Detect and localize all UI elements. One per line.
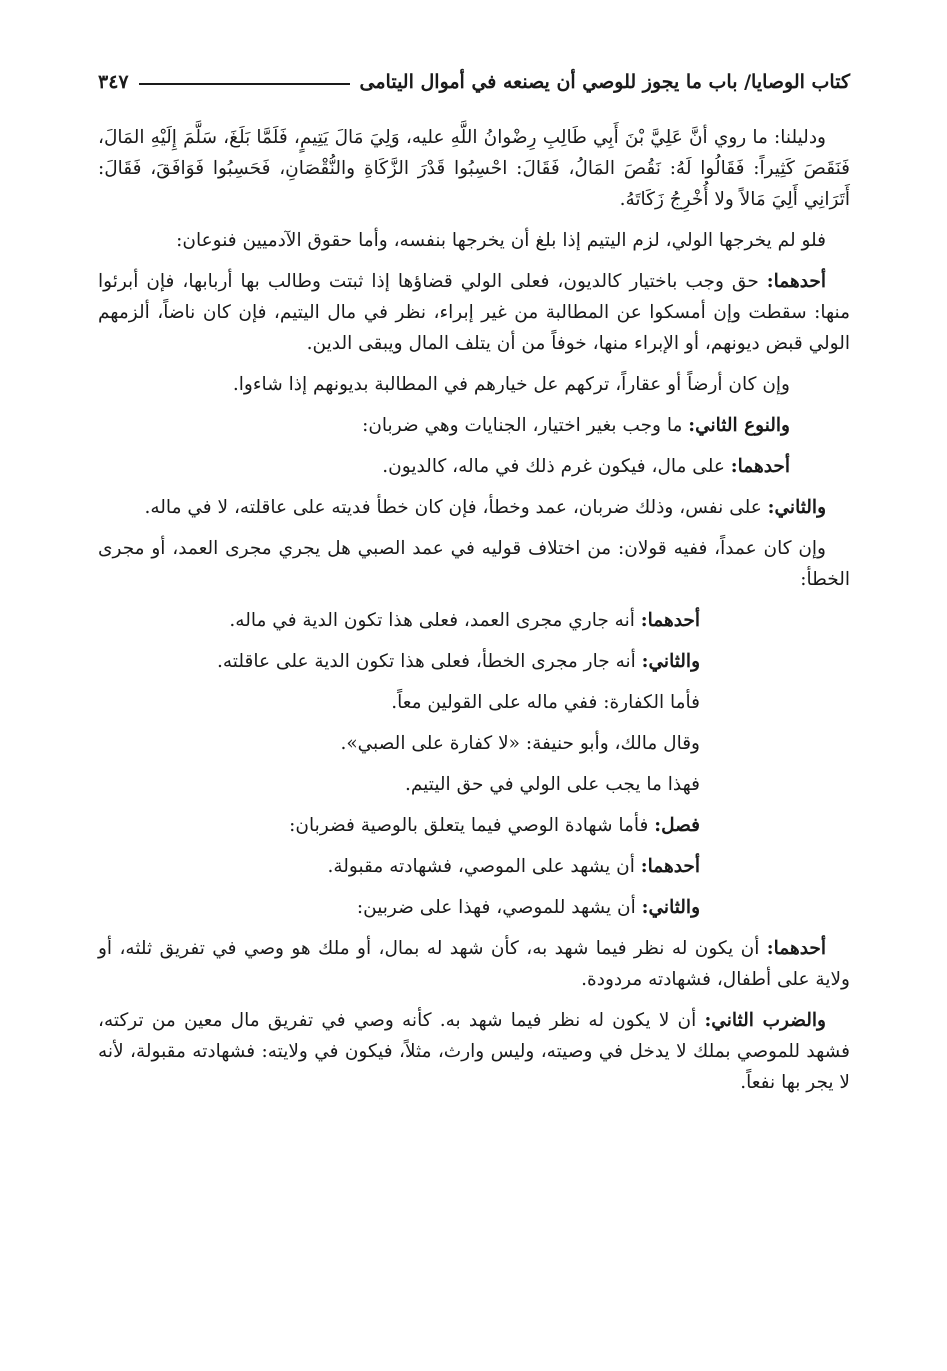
paragraph: أحدهما: على مال، فيكون غرم ذلك في ماله، كالديون.	[382, 456, 790, 477]
paragraph: وإن كان عمداً، ففيه قولان: من اختلاف قوليه في عمد الصبي هل يجري مجرى العمد، أو مجرى الخطأ:	[98, 538, 850, 590]
paragraph: فهذا ما يجب على الولي في حق اليتيم.	[404, 774, 700, 795]
paragraph: والنوع الثاني: ما وجب بغير اختيار، الجنايات وهي ضربان:	[362, 415, 790, 436]
paragraph: وقال مالك، وأبو حنيفة: «لا كفارة على الصبي».	[340, 733, 700, 754]
paragraph: فأما الكفارة: ففي ماله على القولين معاً.	[391, 692, 700, 713]
paragraph: والثاني: أن يشهد للموصي، فهذا على ضربين:	[356, 897, 700, 918]
paragraph: فصل: فأما شهادة الوصي فيما يتعلق بالوصية فضربان:	[289, 815, 700, 836]
paragraph: وإن كان أرضاً أو عقاراً، تركهم عل خيارهم في المطالبة بديونهم إذا شاءوا.	[232, 374, 790, 395]
paragraph: فلو لم يخرجها الولي، لزم اليتيم إذا بلغ أن يخرجها بنفسه، وأما حقوق الآدميين فنوعان:	[176, 230, 826, 251]
paragraph: أحدهما: أنه جاري مجرى العمد، فعلى هذا تكون الدية في ماله.	[229, 610, 700, 631]
header-title: كتاب الوصايا/ باب ما يجوز للوصي أن يصنعه في أموال اليتامى	[359, 71, 850, 93]
paragraph: والضرب الثاني: أن لا يكون له نظر فيما شهد به. كأنه وصي في تفريق مال معين من تركته، فشهد للموصي بملك لا يدخل في وصيته، وليس وارث، مثلاً، فيكون في ولايته: فشهادته مقبولة، لأنه لا يجر بها نفعاً.	[98, 1010, 850, 1093]
paragraph: ودليلنا: ما روي أنَّ عَلِيَّ بْنَ أَبِي طَالِبِ رِضْوانُ اللَّهِ عليه، وَلِيَ مَالَ يَتِيمٍ، فَلَمَّا بَلَغَ، سَلَّمَ إِلَيْهِ المَالَ، فَنَقَصَ كَثِيراً: فَقَالُوا لَهُ: نَقُصَ المَالُ، فَقَالَ: احْسِبُوا قَدْرَ الزَّكَاةِ والنُّقْصَانِ، فَحَسِبُوا فَوَافَقَ، فَقَالَ: أَتَرَانِي أَلِيَ مَالاً ولا أُخْرِجُ زَكَاتَهُ.	[98, 127, 850, 210]
book-page	[98, 62, 850, 1108]
paragraph: أحدهما: أن يشهد على الموصي، فشهادته مقبولة.	[327, 856, 700, 877]
header-rule	[139, 83, 350, 85]
paragraph: أحدهما: حق وجب باختيار كالديون، فعلى الولي قضاؤها إذا ثبتت وطالب بها أربابها، فإن أبرئوا منها: سقطت وإن أمسكوا عن المطالبة من غير إبراء، نظر في مال اليتيم، فإن كان ناضاً، ألزمهم الولي قبض ديونهم، أو الإبراء منها، خوفاً من أن يتلف المال ويبقى الدين.	[98, 271, 850, 354]
paragraph: والثاني: على نفس، وذلك ضربان، عمد وخطأ، فإن كان خطأ فديته على عاقلته، لا في ماله.	[144, 497, 826, 518]
paragraph: والثاني: أنه جار مجرى الخطأ، فعلى هذا تكون الدية على عاقلته.	[217, 651, 700, 672]
paragraph: أحدهما: أن يكون له نظر فيما شهد به، كأن شهد له بمال، أو ملك هو وصي في تفريق ثلثه، أو ولاية على أطفال، فشهادته مردودة.	[98, 938, 850, 990]
page-number: ٣٤٧	[98, 71, 129, 93]
running-header	[98, 62, 850, 102]
